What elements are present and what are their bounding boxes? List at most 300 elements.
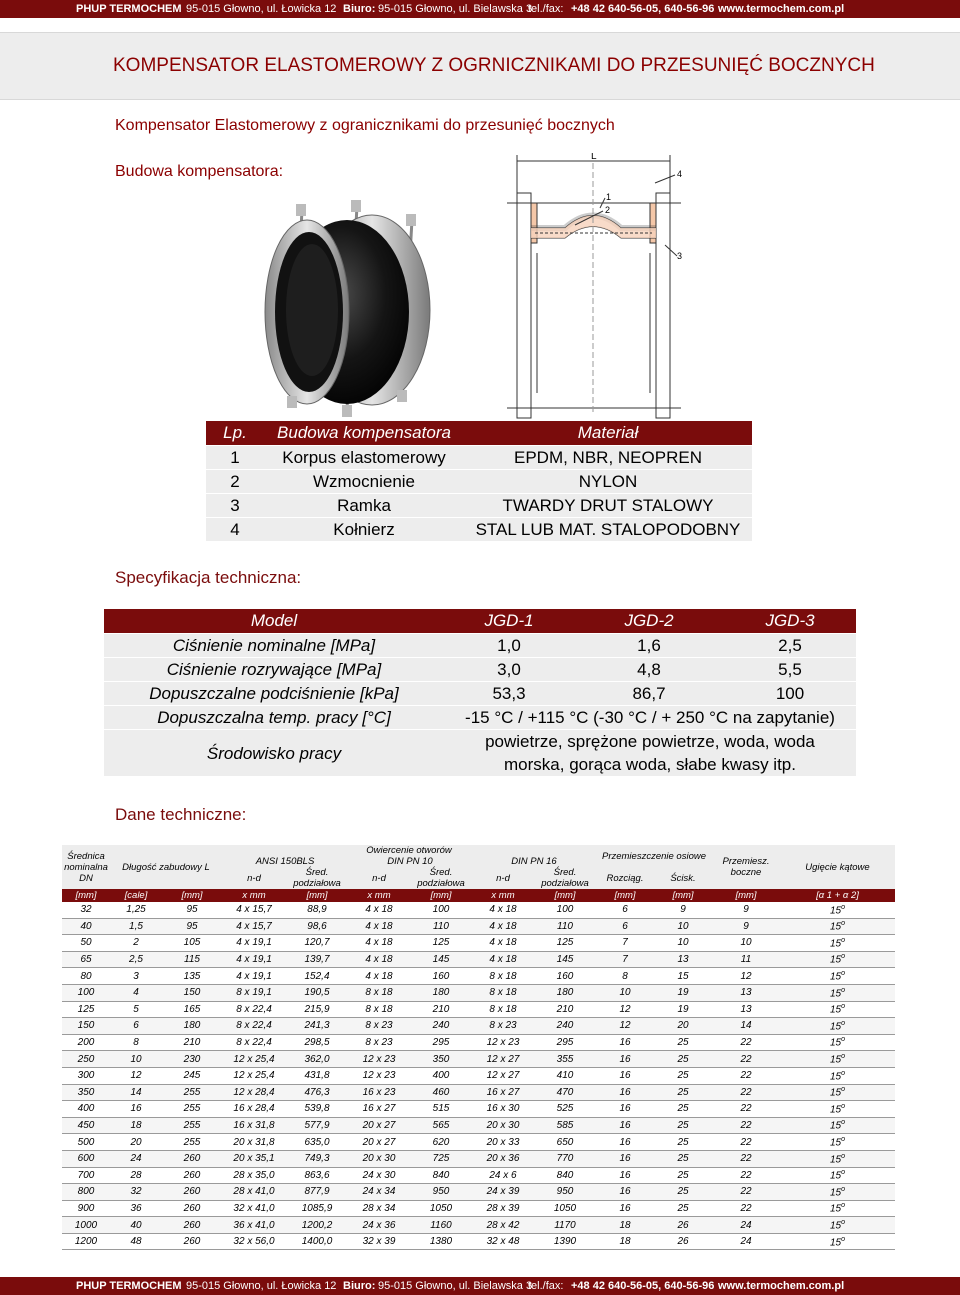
table-cell <box>596 935 654 952</box>
table-cell <box>162 1233 222 1250</box>
degree-mark: o <box>841 1152 846 1160</box>
cell-value: 431,8 <box>304 1070 330 1082</box>
cell-value: 240 <box>432 1020 450 1032</box>
table-cell <box>654 1200 712 1217</box>
table-cell <box>62 1150 110 1167</box>
col-material: Materiał <box>464 421 752 446</box>
header-pitch: Śred. podziałowa <box>534 867 596 889</box>
cell-value: 125 <box>556 937 574 949</box>
cell-value: 13 <box>740 1003 752 1015</box>
cell-value: 4 x 18 <box>365 937 393 949</box>
cell-value: 577,9 <box>304 1120 330 1132</box>
cell-value: 32 <box>130 1186 142 1198</box>
table-cell <box>596 1018 654 1035</box>
table-cell <box>222 1034 286 1051</box>
table-cell <box>62 1184 110 1201</box>
cell-value: 110 <box>557 920 573 932</box>
table-cell <box>286 1184 348 1201</box>
table-cell <box>596 1067 654 1084</box>
table-row <box>62 1200 895 1217</box>
table-cell <box>62 1051 110 1068</box>
table-cell <box>286 918 348 935</box>
cell-value: 28 x 34 <box>362 1202 396 1214</box>
table-cell <box>62 935 110 952</box>
table-cell <box>162 1101 222 1118</box>
unit-cell: [mm] <box>712 889 780 902</box>
table-cell <box>654 968 712 985</box>
spec-table-header <box>104 609 856 634</box>
degree-mark: o <box>841 1218 846 1226</box>
cell-value: 15 <box>677 970 689 982</box>
cell-value: 565 <box>432 1120 450 1132</box>
table-cell <box>348 1084 410 1101</box>
table-cell <box>110 1084 162 1101</box>
table-row <box>62 1101 895 1118</box>
table-cell <box>348 1067 410 1084</box>
cell-value: 1380 <box>429 1236 453 1248</box>
table-row <box>206 470 752 494</box>
table-cell <box>222 1200 286 1217</box>
table-cell <box>286 1117 348 1134</box>
cell-value: 16 <box>130 1103 142 1115</box>
table-cell <box>654 951 712 968</box>
cell-value: 98,6 <box>307 920 327 932</box>
spec-table <box>104 609 856 776</box>
table-cell <box>348 1001 410 1018</box>
cell-value: 15 <box>829 1054 842 1066</box>
table-cell <box>110 1167 162 1184</box>
cell-value: 100 <box>556 904 574 916</box>
table-cell <box>410 1034 472 1051</box>
cell-value: 7 <box>622 954 628 966</box>
cell-value: 12 x 23 <box>362 1070 396 1082</box>
cell-value: 115 <box>184 954 200 966</box>
cell-value: 350 <box>77 1086 95 1098</box>
cell-value: 260 <box>183 1186 201 1198</box>
cell-value: 15 <box>829 1021 842 1033</box>
cell-value: 105 <box>183 937 201 949</box>
cell-value: 1390 <box>553 1236 577 1248</box>
table-row <box>62 1217 895 1234</box>
office-address: 95-015 Głowno, ul. Bielawska 3 <box>378 3 533 15</box>
row-label <box>104 706 444 730</box>
cell-value: 400 <box>432 1070 450 1082</box>
cell-value: 877,9 <box>304 1186 330 1198</box>
cell-value: 125 <box>432 937 450 949</box>
cell-value: 24 x 34 <box>362 1186 396 1198</box>
cell-value: 20 <box>677 1020 689 1032</box>
cell-value: 8 x 18 <box>489 970 517 982</box>
table-cell <box>534 1117 596 1134</box>
phone-label: tel./fax: <box>528 1280 564 1292</box>
table-cell <box>780 1067 895 1084</box>
table-cell <box>110 1067 162 1084</box>
table-cell <box>654 1117 712 1134</box>
cell-value: 12 x 23 <box>362 1053 396 1065</box>
table-cell <box>410 968 472 985</box>
cell-value: 16 <box>619 1103 631 1115</box>
degree-mark: o <box>841 953 846 961</box>
cell-value: 180 <box>183 1020 201 1032</box>
cell-value: 15 <box>829 1203 842 1215</box>
cell-value: 8 x 22,4 <box>236 1037 272 1049</box>
table-row <box>62 968 895 985</box>
table-cell <box>348 984 410 1001</box>
cell: 1,6 <box>574 634 724 658</box>
cell: 1 <box>206 446 264 470</box>
col-lp: Lp. <box>206 421 264 446</box>
cell-value: 16 x 27 <box>486 1086 520 1098</box>
table-cell <box>780 935 895 952</box>
table-cell <box>472 1117 534 1134</box>
table-cell <box>286 951 348 968</box>
col-jgd3: JGD-3 <box>724 609 856 634</box>
cell-value: 6 <box>622 920 628 932</box>
header-nd: n-d <box>222 867 286 889</box>
table-cell <box>410 1117 472 1134</box>
cell-value: 22 <box>740 1186 752 1198</box>
table-cell <box>110 968 162 985</box>
cell-value: 14 <box>740 1020 752 1032</box>
cell-value: 18 <box>619 1236 631 1248</box>
table-cell <box>348 1150 410 1167</box>
cell-value: 15 <box>829 1153 842 1165</box>
cell-value: 24 x 36 <box>362 1219 396 1231</box>
cell-value: 863,6 <box>304 1169 330 1181</box>
table-cell <box>596 1084 654 1101</box>
table-cell <box>534 918 596 935</box>
table-cell <box>654 1101 712 1118</box>
header-ansi: ANSI 150BLS <box>222 856 348 867</box>
cell: 100 <box>724 682 856 706</box>
table-cell <box>534 1184 596 1201</box>
cell: TWARDY DRUT STALOWY <box>464 494 752 518</box>
table-cell <box>110 1101 162 1118</box>
table-row <box>104 730 856 777</box>
cell-value: 1170 <box>554 1219 576 1231</box>
table-cell <box>780 1233 895 1250</box>
table-cell <box>596 918 654 935</box>
label-text: Dopuszczalne podciśnienie <box>149 683 356 703</box>
table-cell <box>534 1101 596 1118</box>
table-cell <box>596 1167 654 1184</box>
table-cell <box>780 1200 895 1217</box>
cell: 2 <box>206 470 264 494</box>
table-cell <box>534 1134 596 1151</box>
table-row <box>62 1084 895 1101</box>
table-cell <box>534 1067 596 1084</box>
cell-value: 22 <box>740 1153 752 1165</box>
table-cell <box>596 968 654 985</box>
table-cell <box>596 1051 654 1068</box>
phone-number: +48 42 640-56-05, 640-56-96 <box>571 3 715 15</box>
cell-value: 600 <box>77 1153 95 1165</box>
table-cell <box>654 1134 712 1151</box>
cell-value: 15 <box>829 1004 842 1016</box>
cell-value: 4 x 18 <box>365 904 393 916</box>
table-cell <box>654 918 712 935</box>
cell: Kołnierz <box>264 518 464 542</box>
table-cell <box>472 1084 534 1101</box>
cell-value: 350 <box>432 1053 450 1065</box>
table-cell <box>534 951 596 968</box>
table-cell <box>654 1001 712 1018</box>
website-link[interactable]: www.termochem.com.pl <box>718 3 845 15</box>
table-cell <box>222 1067 286 1084</box>
cell-value: 255 <box>183 1103 201 1115</box>
table-cell <box>348 951 410 968</box>
table-cell <box>712 935 780 952</box>
cell-value: 95 <box>186 920 198 932</box>
env-line-2: morska, gorąca woda, słabe kwasy itp. <box>504 755 796 774</box>
cell-value: 950 <box>556 1186 574 1198</box>
table-cell <box>62 1101 110 1118</box>
units-row <box>62 889 895 902</box>
table-cell <box>534 902 596 918</box>
technical-data-table <box>62 845 895 1250</box>
table-cell <box>712 1084 780 1101</box>
cell-value: 160 <box>556 970 574 982</box>
cell-value: 12 <box>740 970 752 982</box>
unit-cell: [mm] <box>410 889 472 902</box>
cell-value: 110 <box>433 920 449 932</box>
cell-value: 88,9 <box>307 904 327 916</box>
cell-value: 12 x 23 <box>486 1037 520 1049</box>
cell-value: 15 <box>829 1187 842 1199</box>
cell-value: 24 x 6 <box>489 1169 517 1181</box>
cell-value: 1,25 <box>126 904 146 916</box>
table-cell <box>162 1134 222 1151</box>
table-cell <box>712 1117 780 1134</box>
table-cell <box>222 935 286 952</box>
table-cell <box>348 1101 410 1118</box>
table-cell <box>162 935 222 952</box>
table-cell <box>110 1117 162 1134</box>
table-cell <box>110 951 162 968</box>
cell-value: 19 <box>677 1003 689 1015</box>
cell-value: 8 <box>622 970 628 982</box>
cell-value: 32 x 39 <box>362 1236 396 1248</box>
table-cell <box>472 1051 534 1068</box>
table-cell <box>410 1067 472 1084</box>
table-cell <box>534 1001 596 1018</box>
cell-value: 15 <box>829 987 842 999</box>
unit-text: [°C] <box>362 707 391 727</box>
table-row <box>62 1051 895 1068</box>
row-label <box>104 682 444 706</box>
degree-mark: o <box>841 970 846 977</box>
table-row <box>62 918 895 935</box>
table-cell <box>110 935 162 952</box>
dimension-l-label: L <box>591 153 597 162</box>
table-cell <box>162 918 222 935</box>
cell-value: 15 <box>829 1087 842 1099</box>
table-cell <box>62 1034 110 1051</box>
cell-value: 260 <box>183 1219 201 1231</box>
table-cell <box>472 1101 534 1118</box>
cell-value: 2 <box>133 937 139 949</box>
row-label <box>104 658 444 682</box>
table-cell <box>222 984 286 1001</box>
cell-value: 4 x 15,7 <box>236 920 272 932</box>
cell-value: 145 <box>432 954 450 966</box>
table-row <box>62 1018 895 1035</box>
table-cell <box>286 984 348 1001</box>
cell-value: 40 <box>80 920 92 932</box>
table-cell <box>712 1184 780 1201</box>
cell-value: 25 <box>677 1103 689 1115</box>
cell-value: 12 x 25,4 <box>233 1053 275 1065</box>
table-cell <box>222 1117 286 1134</box>
material-table-header <box>206 421 752 446</box>
table-cell <box>222 1233 286 1250</box>
cell-value: 4 x 19,1 <box>236 970 272 982</box>
cell-value: 1200,2 <box>301 1219 333 1231</box>
table-cell <box>110 1034 162 1051</box>
cell-value: 725 <box>432 1153 450 1165</box>
table-cell <box>472 1150 534 1167</box>
table-cell <box>472 1233 534 1250</box>
header-angular: Ugięcie kątowe <box>780 845 895 889</box>
table-cell <box>472 1217 534 1234</box>
cell-value: 255 <box>183 1136 201 1148</box>
cell-value: 241,3 <box>304 1020 330 1032</box>
table-cell <box>534 1200 596 1217</box>
cell-value: 470 <box>556 1086 574 1098</box>
table-cell <box>410 935 472 952</box>
cell-value: 28 x 39 <box>486 1202 520 1214</box>
table-cell <box>534 935 596 952</box>
cell-value: 180 <box>556 987 574 999</box>
cell-value: 950 <box>432 1186 450 1198</box>
cell-value: 8 x 18 <box>365 1003 393 1015</box>
table-cell <box>162 1084 222 1101</box>
table-cell <box>780 951 895 968</box>
cell-value: 8 x 22,4 <box>236 1020 272 1032</box>
cell-value: 260 <box>183 1236 201 1248</box>
cell-value: 48 <box>130 1236 142 1248</box>
header-lateral: Przemiesz. boczne <box>712 845 780 889</box>
table-cell <box>780 1134 895 1151</box>
table-cell <box>534 1051 596 1068</box>
cell-value: 19 <box>677 987 689 999</box>
cell-value: 12 x 25,4 <box>233 1070 275 1082</box>
cell-value: 14 <box>130 1086 142 1098</box>
cell-value: 10 <box>130 1053 142 1065</box>
table-row <box>62 1067 895 1084</box>
table-cell <box>534 1150 596 1167</box>
cell-value: 15 <box>829 921 842 933</box>
table-row <box>62 1233 895 1250</box>
header-axial: Przemieszczenie osiowe <box>596 845 712 867</box>
table-row <box>62 1184 895 1201</box>
table-cell <box>472 1200 534 1217</box>
table-cell <box>654 1018 712 1035</box>
cell-value: 26 <box>677 1236 689 1248</box>
table-cell <box>472 918 534 935</box>
degree-mark: o <box>841 1052 846 1060</box>
table-cell <box>62 1067 110 1084</box>
table-cell <box>62 951 110 968</box>
env-value <box>444 730 856 777</box>
table-cell <box>286 1084 348 1101</box>
table-cell <box>162 1001 222 1018</box>
table-cell <box>110 1233 162 1250</box>
cell-value: 100 <box>432 904 450 916</box>
table-cell <box>596 951 654 968</box>
table-row <box>104 706 856 730</box>
table-cell <box>348 1018 410 1035</box>
table-cell <box>780 1084 895 1101</box>
cell-value: 255 <box>183 1086 201 1098</box>
header-nd: n-d <box>472 867 534 889</box>
table-cell <box>348 902 410 918</box>
cell-value: 24 x 39 <box>486 1186 520 1198</box>
cell-value: 4 x 19,1 <box>236 954 272 966</box>
cell-value: 210 <box>432 1003 450 1015</box>
table-cell <box>780 1217 895 1234</box>
cell-value: 16 <box>619 1153 631 1165</box>
cell: Ramka <box>264 494 464 518</box>
table-cell <box>410 1150 472 1167</box>
cell-value: 12 <box>619 1003 631 1015</box>
cell-value: 400 <box>77 1103 95 1115</box>
table-cell <box>62 1117 110 1134</box>
cell-value: 25 <box>677 1153 689 1165</box>
table-cell <box>62 1018 110 1035</box>
cell-value: 298,5 <box>304 1037 330 1049</box>
table-cell <box>472 935 534 952</box>
cell-value: 12 <box>619 1020 631 1032</box>
table-row <box>104 682 856 706</box>
cell: 4,8 <box>574 658 724 682</box>
cell-value: 15 <box>829 1120 842 1132</box>
table-cell <box>410 918 472 935</box>
cell-value: 22 <box>740 1136 752 1148</box>
table-cell <box>62 918 110 935</box>
col-jgd1: JGD-1 <box>444 609 574 634</box>
table-cell <box>222 1084 286 1101</box>
top-header-bar <box>0 0 960 18</box>
table-cell <box>472 984 534 1001</box>
table-cell <box>472 902 534 918</box>
cell-value: 6 <box>133 1020 139 1032</box>
cell-value: 800 <box>77 1186 95 1198</box>
unit-cell: [cale] <box>110 889 162 902</box>
cell-value: 210 <box>183 1037 201 1049</box>
cell-value: 840 <box>432 1169 450 1181</box>
degree-mark: o <box>841 1169 846 1177</box>
cell-value: 15 <box>829 1220 842 1232</box>
table-cell <box>286 1217 348 1234</box>
table-cell <box>348 1117 410 1134</box>
table-cell <box>712 1167 780 1184</box>
unit-cell: [mm] <box>654 889 712 902</box>
cell: 86,7 <box>574 682 724 706</box>
cell-value: 22 <box>740 1202 752 1214</box>
cell-value: 50 <box>80 937 92 949</box>
table-cell <box>110 902 162 918</box>
cell-value: 15 <box>829 971 842 983</box>
website-link[interactable]: www.termochem.com.pl <box>718 1280 845 1292</box>
cell-value: 25 <box>677 1037 689 1049</box>
table-cell <box>222 968 286 985</box>
cell-value: 15 <box>829 938 842 950</box>
cell: 2,5 <box>724 634 856 658</box>
table-cell <box>222 1018 286 1035</box>
cell-value: 20 x 27 <box>362 1120 396 1132</box>
cell-value: 4 x 18 <box>365 920 393 932</box>
